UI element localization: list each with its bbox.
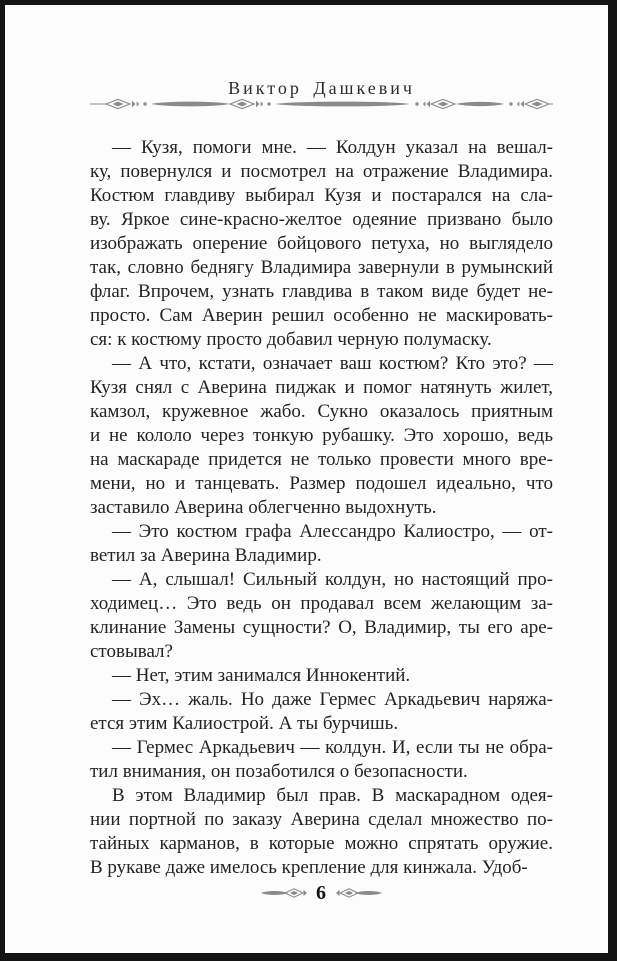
- text-line: флаг. Впрочем, узнать главдива в таком виде будет не-: [90, 281, 553, 302]
- text-line: изображать оперение бойцового петуха, но выглядело: [90, 233, 553, 254]
- text-line: Кузя снял с Аверина пиджак и помог натянуть жилет,: [90, 377, 553, 398]
- paragraph: [90, 136, 553, 352]
- header-divider-ornament: [90, 97, 553, 111]
- text-line: — Нет, этим занимался Иннокентий.: [112, 665, 411, 686]
- text-line: тил внимания, он позаботился о безопасности.: [90, 761, 468, 782]
- footer-ornament-right-icon: [336, 886, 382, 900]
- text-line: мени, но и танцевать. Размер подошел идеально, что: [90, 473, 553, 494]
- paragraph: [90, 520, 553, 568]
- paragraph: [90, 352, 553, 520]
- text-line: нии портной по заказу Аверина сделал множество по-: [90, 809, 553, 830]
- page-number: 6: [316, 882, 327, 904]
- text-line: камзол, кружевное жабо. Сукно оказалось приятным: [90, 401, 553, 422]
- text-line: ходимец… Это ведь он продавал всем желающим за-: [90, 593, 553, 614]
- text-line: В этом Владимир был прав. В маскарадном одея-: [112, 785, 553, 806]
- text-line: клинание Замены сущности? О, Владимир, ты его аре-: [90, 617, 553, 638]
- text-line: — Кузя, помоги мне. — Колдун указал на вешал-: [112, 137, 553, 158]
- text-line: на маскараде придется не только провести много вре-: [90, 449, 553, 470]
- text-line: ву. Яркое сине-красно-желтое одеяние призвано было: [90, 209, 553, 230]
- text-block: [90, 136, 553, 880]
- text-line: и не кололо через тонкую рубашку. Это хорошо, ведь: [90, 425, 553, 446]
- paragraph: [90, 688, 553, 736]
- text-line: тайных карманов, в которые можно спрятать оружие.: [90, 833, 553, 854]
- paragraph: [90, 568, 553, 664]
- paragraph: [90, 784, 553, 880]
- text-line: — Гермес Аркадьевич — колдун. И, если ты не обра-: [112, 737, 553, 758]
- text-line: ку, повернулся и посмотрел на отражение Владимира.: [90, 161, 553, 182]
- text-line: В рукаве даже имелось крепление для кинжала. Удоб-: [90, 857, 528, 878]
- text-line: так, словно беднягу Владимира завернули в румынский: [90, 257, 553, 278]
- author-name: Виктор Дашкевич: [228, 78, 415, 98]
- text-line: заставило Аверина облегченно выдохнуть.: [90, 497, 437, 518]
- text-line: — А, слышал! Сильный колдун, но настоящий про-: [112, 569, 553, 590]
- footer-ornament-left-icon: [261, 886, 307, 900]
- page-footer: [90, 880, 553, 906]
- text-line: ветил за Аверина Владимир.: [90, 545, 322, 566]
- text-line: — Эх… жаль. Но даже Гермес Аркадьевич наряжа-: [112, 689, 553, 710]
- text-line: — Это костюм графа Алессандро Калиостро, — от-: [112, 521, 553, 542]
- text-line: Костюм главдиву выбирал Кузя и постарался на сла-: [90, 185, 553, 206]
- text-line: просто. Сам Аверин решил особенно не маскировать-: [90, 305, 553, 326]
- book-page: [5, 5, 608, 953]
- paragraph: [90, 664, 553, 688]
- text-line: стовывал?: [90, 641, 173, 662]
- text-line: ся: к костюму просто добавил черную полумаску.: [90, 329, 492, 350]
- text-line: ется этим Калиострой. А ты бурчишь.: [90, 713, 399, 734]
- paragraph: [90, 736, 553, 784]
- text-line: — А что, кстати, означает ваш костюм? Кто это? —: [112, 353, 553, 374]
